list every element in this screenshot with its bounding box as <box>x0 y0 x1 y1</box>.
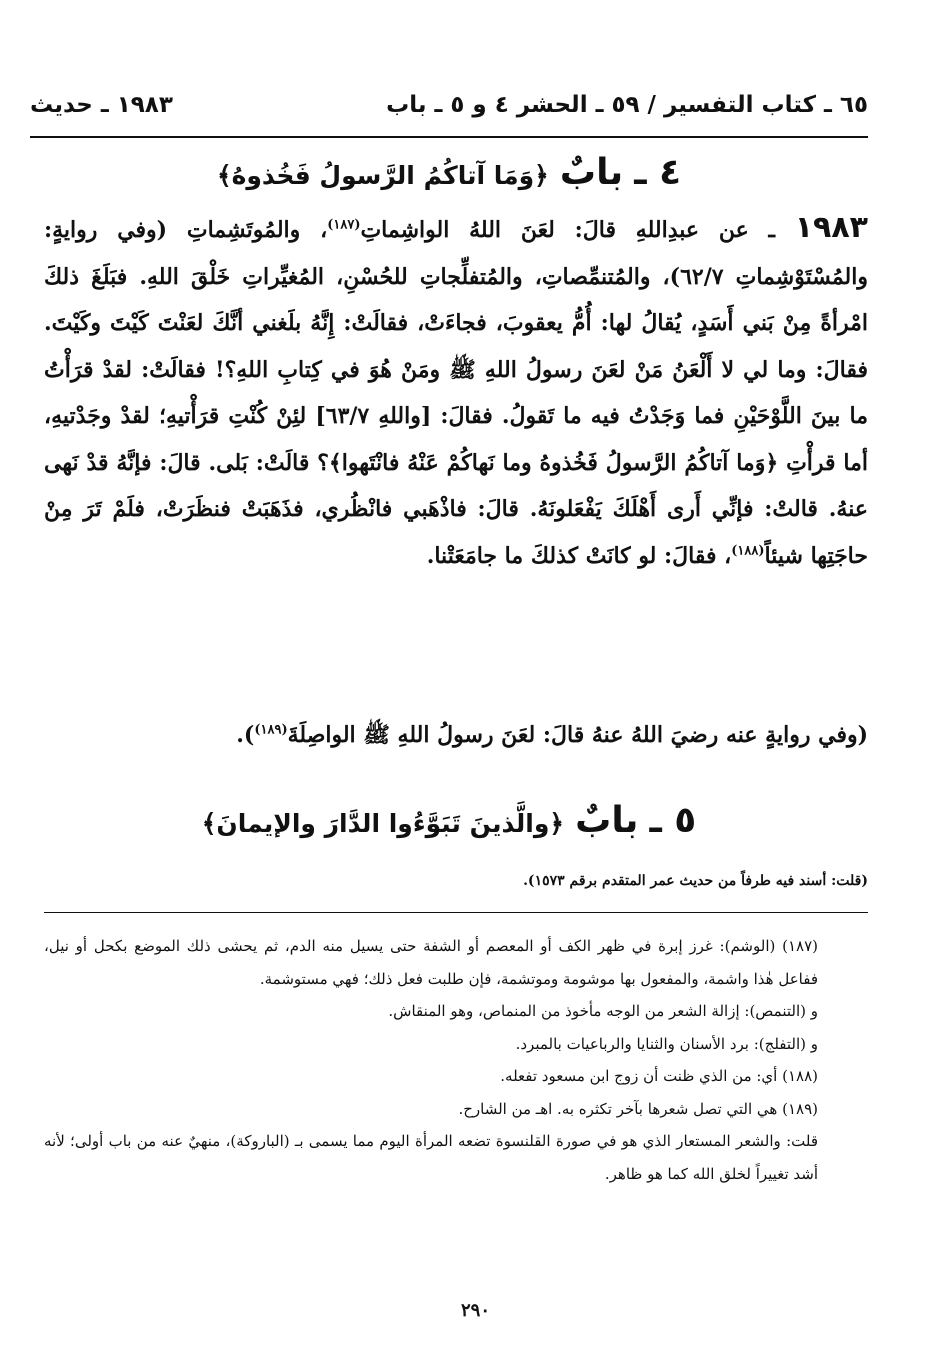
narration-end: ). <box>236 722 255 748</box>
footnote-divider <box>44 912 868 913</box>
narration-text: (وفي روايةٍ عنه رضيَ اللهُ عنهُ قالَ: لعَنَ رسولُ اللهِ ﷺ الواصِلَةَ <box>287 722 868 748</box>
footnotes <box>44 930 868 1190</box>
running-header <box>30 92 868 132</box>
footnote-188: (١٨٨) أي: من الذي ظنت أن زوج ابن مسعود تفعله. <box>500 1067 818 1085</box>
footnote-qult: قلت: والشعر المستعار الذي هو في صورة القلنسوة تضعه المرأة اليوم مما يسمى بـ (الباروكة)، منهيٌ عنه من باب أولى؛ لأنه أشد تغييراً لخلق الله كما هو ظاهر. <box>44 1132 818 1183</box>
additional-narration <box>44 721 868 753</box>
footnote-189: (١٨٩) هي التي تصل شعرها بآخر تكثره به. اهـ من الشارح. <box>458 1099 818 1118</box>
hadith-number: ١٩٨٣ <box>794 210 868 245</box>
chapter-verse: ﴿والَّذينَ تَبَوَّءُوا الدَّارَ والإيمانَ﴾ <box>201 809 565 838</box>
chapter-heading-4 <box>30 152 868 193</box>
chapter-verse: ﴿وَمَا آتاكُمُ الرَّسولُ فَخُذوهُ﴾ <box>216 161 549 190</box>
page-number: ٢٩٠ <box>460 1300 490 1321</box>
footnote-ref-187: (١٨٧) <box>327 217 361 233</box>
footnote-187: (١٨٧) (الوشم): غرز إبرة في ظهر الكف أو المعصم أو الشفة حتى يسيل منه الدم، ثم يحشى ذلك الموضع بكحل أو نيل، ففاعل هٰذا واشمة، والمفعول بها موشومة وموتشمة، فإن طلبت فعل ذلك؛ فهي مستوشمة. <box>44 937 818 988</box>
header-chapter-title: ٦٥ ـ كتاب التفسير / ٥٩ ـ الحشر ٤ و ٥ ـ باب <box>386 92 868 118</box>
editor-note: (قلت: أسند فيه طرفاً من حديث عمر المتقدم برقم ١٥٧٣). <box>523 873 868 889</box>
footnote-tanammus: و (التنمص): إزالة الشعر من الوجه مأخوذ من المنماص، وهو المنقاش. <box>388 1002 818 1020</box>
chapter-word: بابٌ <box>575 800 639 841</box>
chapter-word: بابٌ <box>559 152 624 193</box>
chapter-heading-5 <box>30 800 868 841</box>
hadith-text-part-1: ـ عن عبدِاللهِ قالَ: لعَنَ اللهُ الواشِماتِ <box>360 217 775 243</box>
hadith-text-part-3: ، فقالَ: لو كانَتْ كذلكَ ما جامَعَتْنا. <box>426 542 732 569</box>
footnote-ref-189: (١٨٩) <box>254 722 288 738</box>
header-divider <box>30 136 868 138</box>
footnote-ref-188: (١٨٨) <box>731 543 765 559</box>
chapter-number: ٤ ـ <box>634 152 682 193</box>
footnote-tafalluj: و (التفلج): برد الأسنان والثنايا والرباعيات بالمبرد. <box>515 1034 818 1053</box>
hadith-text <box>44 205 868 579</box>
hadith-text-part-2: ، والمُوتَشِماتِ (وفي روايةٍ: والمُسْتَوْشِماتِ ٦٢/٧)، والمُتنمِّصاتِ، والمُتفلِّجاتِ للحُسْنِ، المُغيِّراتِ خَلْقَ اللهِ. فبَلَغَ ذلكَ امْرأةً مِنْ بَني أَسَدٍ، يُقالُ لها: أُمُّ يعقوبَ، فجاءَتْ، فقالَتْ: إِنَّهُ بلَغني أنَّكَ لعَنْتَ كَيْتَ وكَيْتَ. فقالَ: وما لي لا أَلْعَنُ مَنْ لعَنَ رسولُ اللهِ ﷺ ومَنْ هُوَ في كِتابِ اللهِ؟! فقالَتْ: لقدْ قرَأْتُ ما بينَ اللَّوْحَيْنِ فما وَجَدْتُ فيه ما تَقولُ. فقالَ: [واللهِ ٦٣/٧] لئِنْ كُنْتِ قرَأْتيهِ؛ لقدْ وجَدْتيهِ، أما قرأْتِ ﴿وَما آتاكُمُ الرَّسولُ فَخُذوهُ وما نَهاكُمْ عَنْهُ فانْتَهوا﴾؟ قالَتْ: بَلى. قالَ: فإنَّهُ قدْ نَهى عنهُ. قالتْ: فإنِّي أَرى أَهْلَكَ يَفْعَلونَهُ. قالَ: فاذْهَبي فانْظُري، فذَهَبَتْ فنظَرَتْ، فلَمْ تَرَ مِنْ حاجَتِها شيئاً <box>44 217 868 569</box>
chapter-number: ٥ ـ <box>649 800 697 841</box>
header-hadith-number: ١٩٨٣ ـ حديث <box>30 92 173 118</box>
